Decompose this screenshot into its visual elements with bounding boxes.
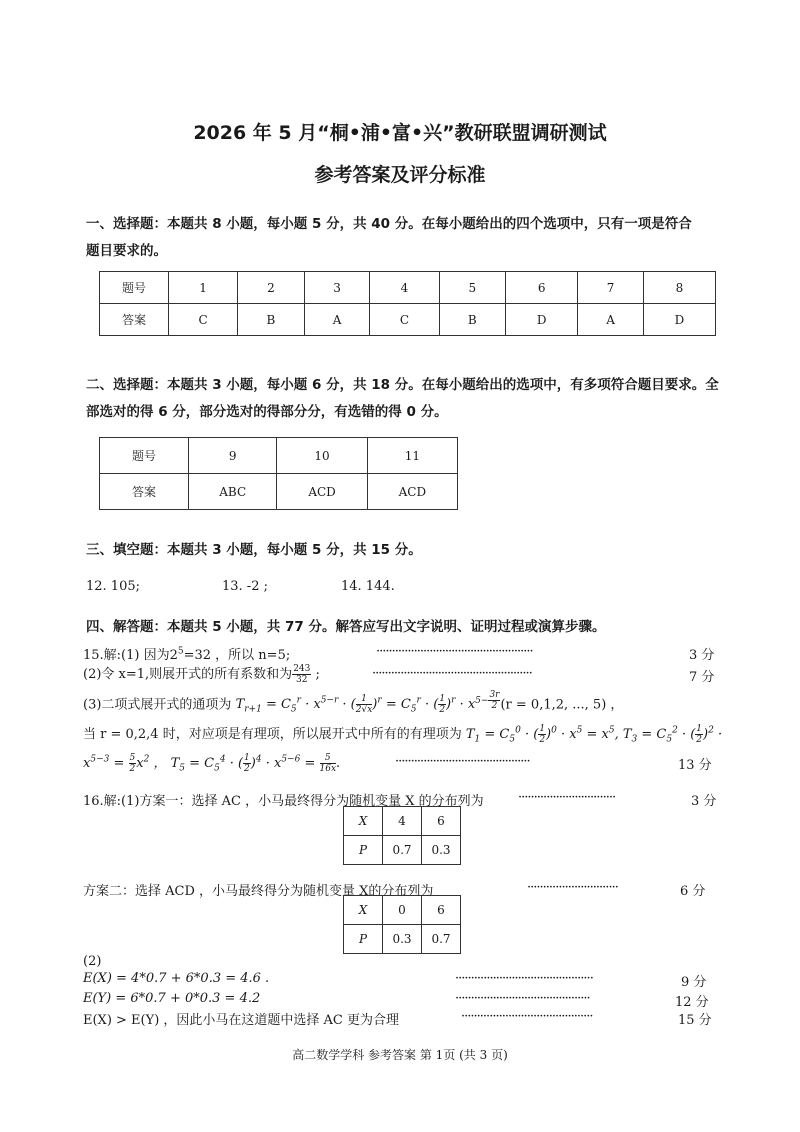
score-label: 6 分 [680,884,706,899]
table-cell: 11 [367,438,457,474]
score-leader: ······························· [518,790,616,805]
table-cell: 0.7 [422,925,461,954]
q15-part3-tail: (r = 0,1,2, ..., 5) ， [500,697,624,713]
table-cell: A [578,304,644,336]
score-leader: ··········································· [395,754,530,769]
table-row [344,896,461,925]
score-label: 9 分 [681,975,707,990]
score-leader: ·········································· [461,1009,593,1024]
q15-part1-exponent: 5 [177,646,184,657]
table-cell: 4 [370,272,439,304]
q16-conclusion: E(X) > E(Y) ，因此小马在这道题中选择 AC 更为合理 [83,1013,399,1028]
table-cell: 0.7 [383,836,422,865]
table-cell: 答案 [100,474,189,510]
q15-part1-suffix: =32 ，所以 n=5; [183,648,291,663]
score-leader: ··················································· [372,666,532,681]
expectation-x: E(X) = 4*0.7 + 6*0.3 = 4.6 . [83,971,270,986]
table-cell: ACD [277,474,367,510]
table-row [100,272,716,304]
rational-terms-formula: $T_1 = C_5^0$ · ( $\frac{1}{2}$ )$^0 \cdot x^5 = x^5$, $T_3 = C_5^2$ · ( $\frac{1}{2}$ )$^2$ · [465,724,723,745]
table-cell: 2 [238,272,305,304]
table-cell: D [643,304,715,336]
table-cell: 7 [578,272,644,304]
table-cell: ACD [367,474,457,510]
page-title: 2026 年 5 月“桐•浦•富•兴”教研联盟调研测试 [193,122,607,144]
score-leader: ·················································· [376,644,533,659]
table-cell: P [344,925,383,954]
answer-13: 13. -2 ; [222,579,268,594]
table-cell: ABC [189,474,277,510]
table-cell: D [506,304,578,336]
q15-part3 [83,690,623,715]
fraction-denominator: 32 [296,675,308,685]
score-label: 12 分 [675,995,709,1010]
section1-heading-line1: 一、选择题：本题共 8 小题，每小题 5 分，共 40 分。在每小题给出的四个选项中，只有一项是符合 [86,216,692,232]
table-cell: 0.3 [383,925,422,954]
general-term-formula: $T_{r+1} = C_5^r \cdot x^{5-r}$ · ( $\frac{1}{2√x}$ )$^r = C_5^r$ · ( $\frac{1}{2}$ )$^r \cdot x^{5- \frac{3r}{2}}$ [235,690,500,716]
table-row [344,807,461,836]
score-leader: ····························· [527,880,618,895]
table-cell: B [238,304,305,336]
fraction-numerator: 243 [293,664,311,674]
table-cell: 题号 [100,272,169,304]
table-cell: 3 [304,272,370,304]
table-row [344,836,461,865]
q15-part2-prefix: (2)令 x=1,则展开式的所有系数和为 [83,667,293,682]
q16-plan1: 16.解:(1)方案一：选择 AC ，小马最终得分为随机变量 X 的分布列为 [83,794,484,809]
table-row [100,474,458,510]
table-cell: B [439,304,506,336]
section2-heading-line1: 二、选择题：本题共 3 小题，每小题 6 分，共 18 分。在每小题给出的选项中，有多项符合题目要求。全 [86,377,719,393]
section3-heading: 三、填空题：本题共 3 小题，每小题 5 分，共 15 分。 [86,542,422,558]
section2-answer-table [99,437,458,510]
table-cell: 6 [506,272,578,304]
table-cell: 6 [422,896,461,925]
table-row [100,304,716,336]
q15-rational-text: 当 r = 0,2,4 时，对应项是有理项，所以展开式中所有的有理项为 [83,727,462,742]
page-subtitle: 参考答案及评分标准 [314,164,486,186]
q15-part3-prefix: (3)二项式展开式的通项为 [83,697,236,713]
score-label: 3 分 [691,794,717,809]
fraction [292,664,311,685]
table-cell: X [344,807,383,836]
table-cell: X [344,896,383,925]
score-label: 3 分 [689,648,715,663]
table-cell: 4 [383,807,422,836]
table-cell: 答案 [100,304,169,336]
page-footer: 高二数学学科 参考答案 第 1页 (共 3 页) [292,1048,508,1062]
section4-heading: 四、解答题：本题共 5 小题，共 77 分。解答应写出文字说明、证明过程或演算步骤。 [86,619,606,635]
table-cell: 9 [189,438,277,474]
expectation-y: E(Y) = 6*0.7 + 0*0.3 = 4.2 [83,991,261,1006]
table-cell: P [344,836,383,865]
score-leader: ··········································· [455,991,590,1006]
table-cell: C [370,304,439,336]
q15-rational-line2 [83,752,340,774]
q15-rational-line [83,723,722,745]
score-leader: ············································ [455,971,593,986]
table-cell: C [169,304,238,336]
table-cell: 8 [643,272,715,304]
q15-part3-end: . [336,756,341,771]
table-cell: 0 [383,896,422,925]
answer-14: 14. 144. [341,579,395,594]
distribution-table-plan1 [343,806,461,865]
rational-terms-formula-cont: $x^{5-3}$ = $\frac{5}{2}$ $x^2$ ， $T_5 = C_5^4$ · ( $\frac{1}{2}$ )$^4 \cdot x^{5-6}$ = $\frac{5}{16x}$ [83,753,337,774]
q16-plan2: 方案二：选择 ACD ，小马最终得分为随机变量 X的分布列为 [83,884,434,899]
section1-answer-table [99,271,716,336]
score-label: 15 分 [678,1013,712,1028]
table-row [344,925,461,954]
table-cell: 5 [439,272,506,304]
q15-part2-suffix: ; [311,667,320,682]
section1-heading-line2: 题目要求的。 [86,243,167,259]
distribution-table-plan2 [343,895,461,954]
q15-part1-prefix: 15.解:(1) 因为2 [83,648,178,663]
score-label: 7 分 [689,670,715,685]
table-cell: 0.3 [422,836,461,865]
table-cell: 6 [422,807,461,836]
section2-heading-line2: 部选对的得 6 分，部分选对的得部分分，有选错的得 0 分。 [86,404,448,420]
table-cell: A [304,304,370,336]
table-cell: 10 [277,438,367,474]
table-cell: 1 [169,272,238,304]
q16-part2-label: (2) [83,954,102,969]
answer-12: 12. 105; [86,579,140,594]
score-label: 13 分 [678,758,712,773]
q15-part2 [83,663,320,685]
table-row [100,438,458,474]
q15-part1 [83,644,290,663]
table-cell: 题号 [100,438,189,474]
